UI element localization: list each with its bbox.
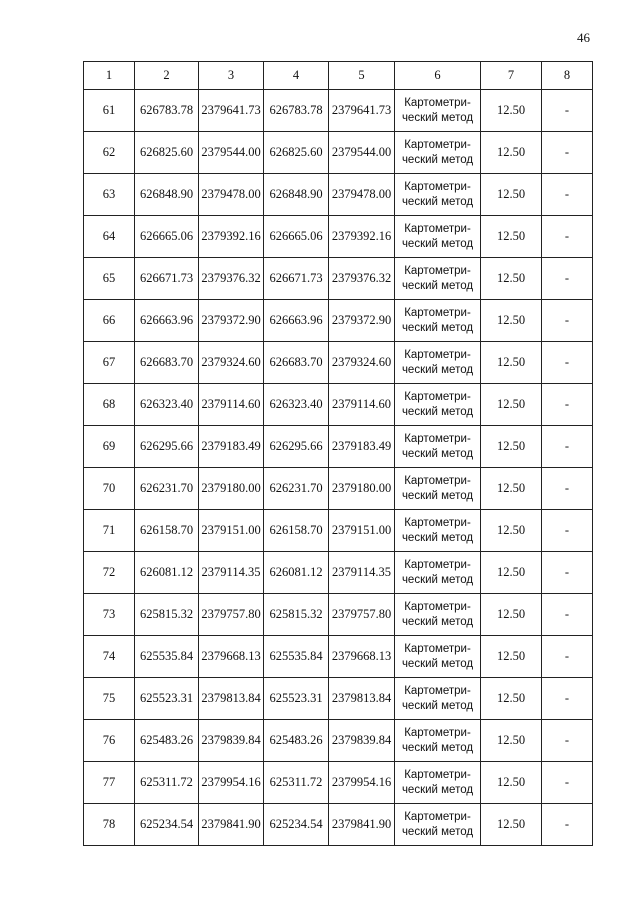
point-number-cell: 73 [84, 594, 135, 636]
note-cell: - [542, 468, 593, 510]
y-coordinate-cell: 2379757.80 [199, 594, 264, 636]
table-row [84, 300, 593, 342]
note-cell: - [542, 804, 593, 846]
method-text-line: Картометри- [404, 138, 471, 151]
method-cell [395, 678, 481, 720]
table-row [84, 132, 593, 174]
column-header: 6 [395, 62, 481, 90]
point-number-cell: 69 [84, 426, 135, 468]
x-coordinate-cell: 626783.78 [135, 90, 199, 132]
table-row [84, 426, 593, 468]
note-cell: - [542, 552, 593, 594]
method-text-line: Картометри- [404, 96, 471, 109]
method-text-line: ческий метод [401, 699, 474, 712]
method-text-line: Картометри- [404, 810, 471, 823]
method-text-line: ческий метод [401, 573, 474, 586]
table-row [84, 258, 593, 300]
method-text-line: Картометри- [404, 726, 471, 739]
table-row [84, 720, 593, 762]
x-coordinate-cell: 626663.96 [264, 300, 329, 342]
note-cell: - [542, 132, 593, 174]
method-cell [395, 804, 481, 846]
table-row [84, 552, 593, 594]
point-number-cell: 61 [84, 90, 135, 132]
x-coordinate-cell: 626848.90 [264, 174, 329, 216]
accuracy-cell: 12.50 [481, 132, 542, 174]
table-row [84, 342, 593, 384]
method-cell [395, 510, 481, 552]
y-coordinate-cell: 2379151.00 [329, 510, 395, 552]
note-cell: - [542, 594, 593, 636]
method-cell [395, 300, 481, 342]
accuracy-cell: 12.50 [481, 762, 542, 804]
method-text-line: ческий метод [401, 237, 474, 250]
method-cell [395, 384, 481, 426]
y-coordinate-cell: 2379841.90 [329, 804, 395, 846]
point-number-cell: 78 [84, 804, 135, 846]
x-coordinate-cell: 625815.32 [135, 594, 199, 636]
point-number-cell: 64 [84, 216, 135, 258]
x-coordinate-cell: 626683.70 [135, 342, 199, 384]
x-coordinate-cell: 626158.70 [135, 510, 199, 552]
x-coordinate-cell: 626295.66 [135, 426, 199, 468]
method-text-line: ческий метод [401, 153, 474, 166]
x-coordinate-cell: 626671.73 [135, 258, 199, 300]
method-cell [395, 216, 481, 258]
y-coordinate-cell: 2379376.32 [199, 258, 264, 300]
y-coordinate-cell: 2379668.13 [199, 636, 264, 678]
method-text-line: ческий метод [401, 195, 474, 208]
y-coordinate-cell: 2379544.00 [329, 132, 395, 174]
method-text-line: ческий метод [401, 321, 474, 334]
x-coordinate-cell: 625483.26 [135, 720, 199, 762]
y-coordinate-cell: 2379813.84 [329, 678, 395, 720]
x-coordinate-cell: 626295.66 [264, 426, 329, 468]
note-cell: - [542, 678, 593, 720]
method-text-line: ческий метод [401, 279, 474, 292]
x-coordinate-cell: 626825.60 [264, 132, 329, 174]
method-text-line: ческий метод [401, 783, 474, 796]
point-number-cell: 77 [84, 762, 135, 804]
y-coordinate-cell: 2379180.00 [199, 468, 264, 510]
method-cell [395, 762, 481, 804]
y-coordinate-cell: 2379757.80 [329, 594, 395, 636]
point-number-cell: 70 [84, 468, 135, 510]
method-text-line: ческий метод [401, 741, 474, 754]
method-cell [395, 258, 481, 300]
header-row [84, 62, 593, 90]
page-number: 46 [577, 30, 590, 45]
y-coordinate-cell: 2379841.90 [199, 804, 264, 846]
method-text-line: Картометри- [404, 474, 471, 487]
x-coordinate-cell: 625815.32 [264, 594, 329, 636]
method-text-line: ческий метод [401, 825, 474, 838]
method-text-line: ческий метод [401, 363, 474, 376]
note-cell: - [542, 762, 593, 804]
column-header: 8 [542, 62, 593, 90]
column-header: 1 [84, 62, 135, 90]
point-number-cell: 76 [84, 720, 135, 762]
method-text-line: ческий метод [401, 489, 474, 502]
x-coordinate-cell: 626663.96 [135, 300, 199, 342]
x-coordinate-cell: 625535.84 [135, 636, 199, 678]
x-coordinate-cell: 626323.40 [264, 384, 329, 426]
method-text-line: Картометри- [404, 264, 471, 277]
method-text-line: ческий метод [401, 111, 474, 124]
x-coordinate-cell: 625523.31 [135, 678, 199, 720]
method-text-line: Картометри- [404, 306, 471, 319]
accuracy-cell: 12.50 [481, 384, 542, 426]
y-coordinate-cell: 2379954.16 [199, 762, 264, 804]
method-text-line: Картометри- [404, 516, 471, 529]
point-number-cell: 74 [84, 636, 135, 678]
method-text-line: ческий метод [401, 405, 474, 418]
x-coordinate-cell: 626231.70 [264, 468, 329, 510]
y-coordinate-cell: 2379641.73 [329, 90, 395, 132]
table-row [84, 216, 593, 258]
y-coordinate-cell: 2379114.35 [199, 552, 264, 594]
x-coordinate-cell: 625311.72 [135, 762, 199, 804]
method-cell [395, 426, 481, 468]
note-cell: - [542, 384, 593, 426]
y-coordinate-cell: 2379183.49 [329, 426, 395, 468]
point-number-cell: 63 [84, 174, 135, 216]
note-cell: - [542, 636, 593, 678]
accuracy-cell: 12.50 [481, 636, 542, 678]
note-cell: - [542, 720, 593, 762]
y-coordinate-cell: 2379392.16 [329, 216, 395, 258]
method-cell [395, 594, 481, 636]
x-coordinate-cell: 626783.78 [264, 90, 329, 132]
method-cell [395, 90, 481, 132]
table-row [84, 90, 593, 132]
y-coordinate-cell: 2379183.49 [199, 426, 264, 468]
accuracy-cell: 12.50 [481, 468, 542, 510]
accuracy-cell: 12.50 [481, 552, 542, 594]
accuracy-cell: 12.50 [481, 804, 542, 846]
x-coordinate-cell: 625483.26 [264, 720, 329, 762]
method-text-line: ческий метод [401, 447, 474, 460]
table-row [84, 510, 593, 552]
y-coordinate-cell: 2379180.00 [329, 468, 395, 510]
y-coordinate-cell: 2379668.13 [329, 636, 395, 678]
method-text-line: ческий метод [401, 615, 474, 628]
table-row [84, 174, 593, 216]
x-coordinate-cell: 626323.40 [135, 384, 199, 426]
column-header: 5 [329, 62, 395, 90]
method-text-line: ческий метод [401, 657, 474, 670]
y-coordinate-cell: 2379392.16 [199, 216, 264, 258]
point-number-cell: 71 [84, 510, 135, 552]
y-coordinate-cell: 2379372.90 [329, 300, 395, 342]
x-coordinate-cell: 626665.06 [135, 216, 199, 258]
y-coordinate-cell: 2379114.35 [329, 552, 395, 594]
y-coordinate-cell: 2379324.60 [199, 342, 264, 384]
y-coordinate-cell: 2379544.00 [199, 132, 264, 174]
point-number-cell: 72 [84, 552, 135, 594]
method-text-line: Картометри- [404, 600, 471, 613]
point-number-cell: 65 [84, 258, 135, 300]
note-cell: - [542, 216, 593, 258]
y-coordinate-cell: 2379376.32 [329, 258, 395, 300]
table-row [84, 678, 593, 720]
y-coordinate-cell: 2379114.60 [199, 384, 264, 426]
accuracy-cell: 12.50 [481, 90, 542, 132]
method-text-line: ческий метод [401, 531, 474, 544]
column-header: 3 [199, 62, 264, 90]
note-cell: - [542, 174, 593, 216]
x-coordinate-cell: 626683.70 [264, 342, 329, 384]
accuracy-cell: 12.50 [481, 720, 542, 762]
method-text-line: Картометри- [404, 432, 471, 445]
table-row [84, 636, 593, 678]
column-header: 7 [481, 62, 542, 90]
x-coordinate-cell: 626081.12 [135, 552, 199, 594]
method-text-line: Картометри- [404, 558, 471, 571]
y-coordinate-cell: 2379839.84 [199, 720, 264, 762]
accuracy-cell: 12.50 [481, 216, 542, 258]
x-coordinate-cell: 626848.90 [135, 174, 199, 216]
accuracy-cell: 12.50 [481, 594, 542, 636]
y-coordinate-cell: 2379641.73 [199, 90, 264, 132]
method-text-line: Картометри- [404, 768, 471, 781]
y-coordinate-cell: 2379478.00 [329, 174, 395, 216]
point-number-cell: 62 [84, 132, 135, 174]
method-cell [395, 342, 481, 384]
y-coordinate-cell: 2379324.60 [329, 342, 395, 384]
accuracy-cell: 12.50 [481, 258, 542, 300]
point-number-cell: 66 [84, 300, 135, 342]
accuracy-cell: 12.50 [481, 174, 542, 216]
accuracy-cell: 12.50 [481, 426, 542, 468]
accuracy-cell: 12.50 [481, 510, 542, 552]
method-cell [395, 132, 481, 174]
x-coordinate-cell: 626825.60 [135, 132, 199, 174]
y-coordinate-cell: 2379839.84 [329, 720, 395, 762]
column-header: 2 [135, 62, 199, 90]
x-coordinate-cell: 625311.72 [264, 762, 329, 804]
table-row [84, 594, 593, 636]
note-cell: - [542, 510, 593, 552]
x-coordinate-cell: 625523.31 [264, 678, 329, 720]
method-text-line: Картометри- [404, 390, 471, 403]
method-text-line: Картометри- [404, 180, 471, 193]
x-coordinate-cell: 626665.06 [264, 216, 329, 258]
point-number-cell: 67 [84, 342, 135, 384]
method-text-line: Картометри- [404, 642, 471, 655]
table-body [84, 90, 593, 846]
y-coordinate-cell: 2379954.16 [329, 762, 395, 804]
coordinates-table [83, 61, 593, 846]
x-coordinate-cell: 626231.70 [135, 468, 199, 510]
table-row [84, 468, 593, 510]
y-coordinate-cell: 2379478.00 [199, 174, 264, 216]
column-header: 4 [264, 62, 329, 90]
y-coordinate-cell: 2379151.00 [199, 510, 264, 552]
x-coordinate-cell: 626158.70 [264, 510, 329, 552]
method-text-line: Картометри- [404, 222, 471, 235]
table-row [84, 804, 593, 846]
note-cell: - [542, 426, 593, 468]
accuracy-cell: 12.50 [481, 342, 542, 384]
point-number-cell: 75 [84, 678, 135, 720]
method-text-line: Картометри- [404, 348, 471, 361]
y-coordinate-cell: 2379114.60 [329, 384, 395, 426]
method-cell [395, 468, 481, 510]
method-text-line: Картометри- [404, 684, 471, 697]
accuracy-cell: 12.50 [481, 678, 542, 720]
note-cell: - [542, 342, 593, 384]
table-row [84, 384, 593, 426]
x-coordinate-cell: 625234.54 [135, 804, 199, 846]
x-coordinate-cell: 625234.54 [264, 804, 329, 846]
method-cell [395, 552, 481, 594]
accuracy-cell: 12.50 [481, 300, 542, 342]
point-number-cell: 68 [84, 384, 135, 426]
method-cell [395, 720, 481, 762]
x-coordinate-cell: 626671.73 [264, 258, 329, 300]
table-row [84, 762, 593, 804]
y-coordinate-cell: 2379372.90 [199, 300, 264, 342]
note-cell: - [542, 258, 593, 300]
y-coordinate-cell: 2379813.84 [199, 678, 264, 720]
note-cell: - [542, 300, 593, 342]
method-cell [395, 636, 481, 678]
x-coordinate-cell: 626081.12 [264, 552, 329, 594]
x-coordinate-cell: 625535.84 [264, 636, 329, 678]
method-cell [395, 174, 481, 216]
note-cell: - [542, 90, 593, 132]
